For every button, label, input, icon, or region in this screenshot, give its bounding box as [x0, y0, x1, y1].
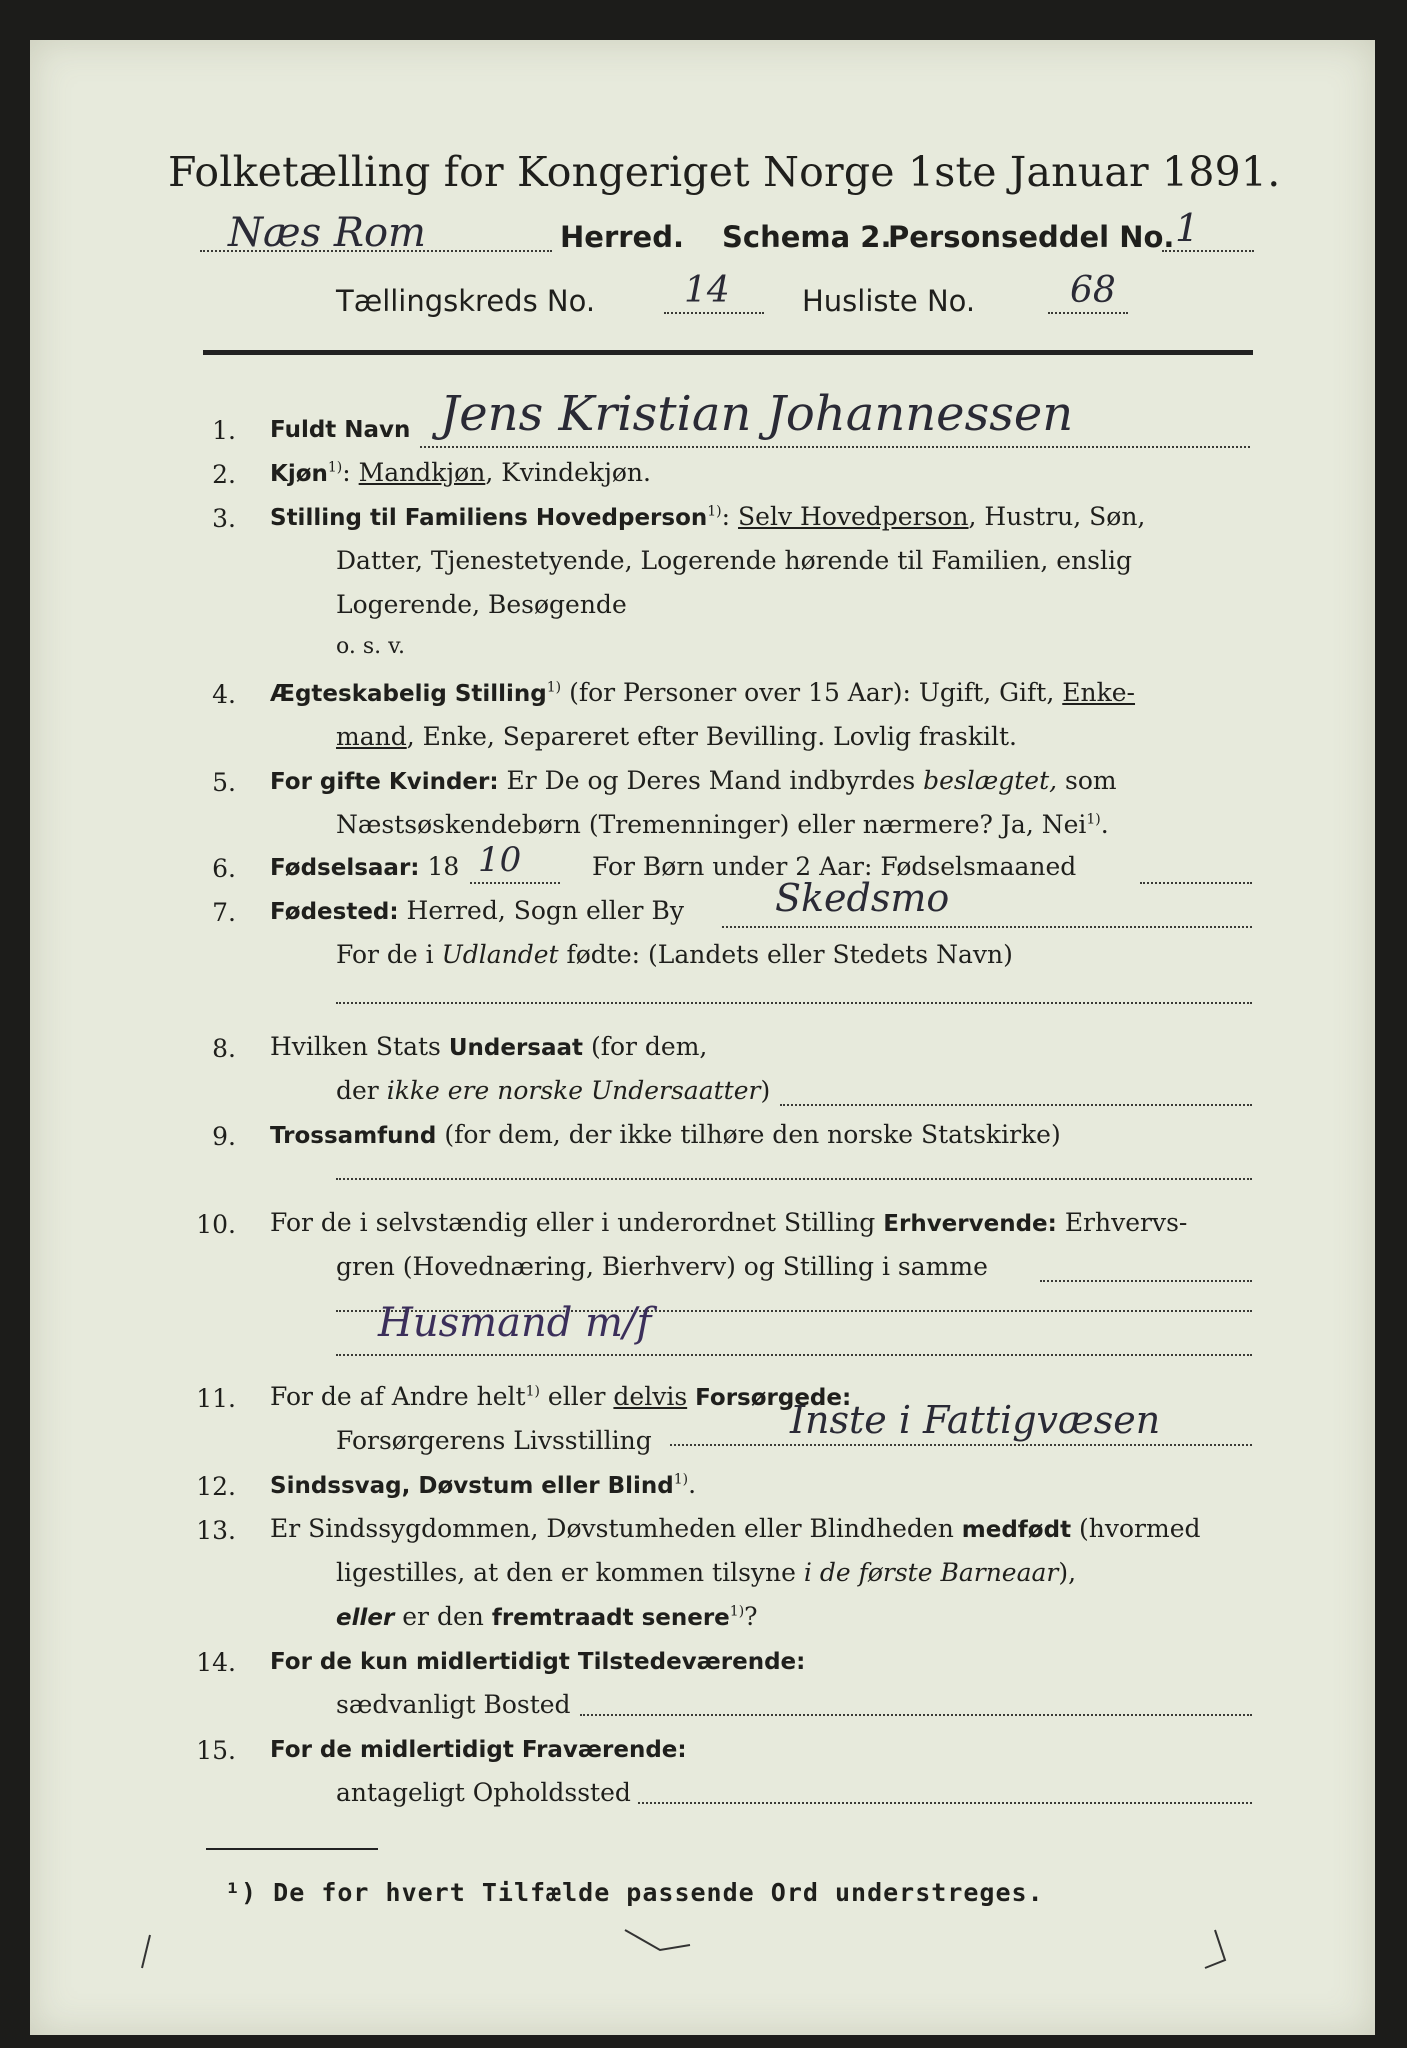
pen-mark-right [1205, 1930, 1225, 1968]
q4-option-enkemand-a: Enke- [1062, 678, 1136, 707]
q2-sup: 1) [327, 459, 343, 476]
q11-line2: Forsørgerens Livsstilling [336, 1426, 652, 1455]
q12-end: . [688, 1470, 697, 1499]
q6-rest: For Børn under 2 Aar: Fødselsmaaned [592, 852, 1077, 881]
q6-value: 10 [478, 840, 522, 880]
q4-number: 4. [212, 680, 236, 709]
q7-value: Skedsmo [775, 876, 950, 920]
q3-line3: Logerende, Besøgende [336, 590, 627, 619]
q8-line1-b: (for dem, [590, 1032, 708, 1061]
q3-label: Stilling til Familiens Hovedperson [270, 505, 708, 531]
q3-colon: : [721, 502, 731, 531]
q12-label: Sindssvag, Døvstum eller Blind [270, 1473, 674, 1499]
q15-label: For de midlertidigt Fraværende: [270, 1737, 687, 1763]
q8-number: 8. [212, 1034, 236, 1063]
q14-number: 14. [196, 1648, 236, 1677]
pen-mark-center [625, 1930, 690, 1950]
herred-label: Herred. [560, 220, 684, 254]
q1-label: Fuldt Navn [270, 417, 411, 443]
q1-number: 1. [212, 416, 236, 445]
kreds-value: 14 [684, 270, 730, 311]
q13-line3-a: eller [336, 1605, 395, 1631]
q2-option-mandkjon: Mandkjøn [358, 458, 486, 487]
q10-label: Erhvervende: [883, 1211, 1057, 1237]
q11-label: Forsørgede: [695, 1385, 852, 1411]
q3-sup: 1) [707, 503, 722, 520]
q10-line1-a: For de i selvstændig eller i underordnet Stilling [270, 1208, 876, 1237]
q13-line1-a: Er Sindssygdommen, Døvstumheden eller Blindheden [270, 1514, 954, 1543]
q13-line2-italic: i de første Barneaar [803, 1558, 1059, 1587]
kreds-label: Tællingskreds No. [336, 284, 596, 318]
q11-sup: 1) [525, 1383, 540, 1400]
personseddel-value: 1 [1175, 206, 1200, 250]
q4-label: Ægteskabelig Stilling [270, 681, 547, 707]
schema-label: Schema 2. [722, 220, 892, 254]
q5-line1-b: som [1065, 766, 1117, 795]
q8-label: Undersaat [448, 1035, 584, 1061]
q13-line2-b: ), [1058, 1558, 1077, 1587]
q2-rest: , Kvindekjøn. [485, 458, 651, 487]
q10-line1-b: Erhvervs- [1064, 1208, 1188, 1237]
q8-line2-b: ) [760, 1076, 771, 1105]
q13-line2-a: ligestilles, at den er kommen tilsyne [336, 1558, 796, 1587]
footnote-sup: ¹) [225, 1878, 258, 1907]
q11-number: 11. [196, 1384, 236, 1413]
q11-line1-a: For de af Andre helt [270, 1382, 526, 1411]
q7-label: Fødested: [270, 899, 399, 925]
q9-number: 9. [212, 1122, 236, 1151]
q7-line2-a: For de i [336, 940, 434, 969]
q15-number: 15. [196, 1736, 236, 1765]
q2-label: Kjøn [270, 461, 328, 487]
q6-prefix: 18 [427, 852, 460, 881]
q8-line1-a: Hvilken Stats [270, 1032, 441, 1061]
q4-line2-rest: , Enke, Separeret efter Bevilling. Lovlig fraskilt. [406, 722, 1017, 751]
q8-line2-a: der [336, 1076, 379, 1105]
q5-line1-a: Er De og Deres Mand indbyrdes [506, 766, 916, 795]
q2-colon: : [342, 458, 351, 487]
q8-line2-italic: ikke ere norske Undersaatter [386, 1076, 761, 1105]
q13-number: 13. [196, 1516, 236, 1545]
q4-line1-rest: (for Personer over 15 Aar): Ugift, Gift, [569, 678, 1055, 707]
pen-mark-left [142, 1935, 150, 1968]
q11-line1-b: eller [547, 1382, 606, 1411]
q5-number: 5. [212, 768, 236, 797]
q10-line2: gren (Hovednæring, Bierhverv) og Stilling i samme [336, 1252, 988, 1281]
q13-line1-c: (hvormed [1079, 1514, 1201, 1543]
q7-line2-italic: Udlandet [441, 940, 559, 969]
q7-line1-rest: Herred, Sogn eller By [406, 896, 684, 925]
q11-value: Inste i Fattigvæsen [790, 1398, 1161, 1442]
q5-line1-italic: beslægtet, [923, 766, 1058, 795]
q14-line2: sædvanligt Bosted [336, 1690, 571, 1719]
q5-sup: 1) [1086, 811, 1101, 828]
q1-value: Jens Kristian Johannessen [440, 386, 1074, 442]
q4-sup: 1) [546, 679, 562, 696]
form-title: Folketælling for Kongeriget Norge 1ste Januar 1891. [168, 148, 1281, 196]
q12-sup: 1) [673, 1471, 689, 1488]
q13-line3-end: ? [744, 1602, 758, 1631]
q9-label: Trossamfund [270, 1123, 437, 1149]
q3-option-selv: Selv Hovedperson [738, 502, 969, 531]
q11-option-delvis: delvis [613, 1382, 688, 1411]
q6-number: 6. [212, 854, 236, 883]
herred-value: Næs Rom [228, 210, 426, 256]
q2-number: 2. [212, 460, 236, 489]
q13-line3-b: er den [402, 1602, 484, 1631]
q3-line1-rest: , Hustru, Søn, [968, 502, 1146, 531]
q5-end: . [1100, 810, 1109, 839]
q13-sup: 1) [729, 1603, 745, 1620]
q10-number: 10. [196, 1210, 236, 1239]
q6-label: Fødselsaar: [270, 855, 420, 881]
husliste-label: Husliste No. [802, 284, 976, 318]
q12-number: 12. [196, 1472, 236, 1501]
q10-value: Husmand m/f [378, 1300, 652, 1346]
q3-number: 3. [212, 504, 236, 533]
footnote-text: De for hvert Tilfælde passende Ord understreges. [273, 1878, 1044, 1907]
q15-line2: antageligt Opholdssted [336, 1778, 631, 1807]
q5-label: For gifte Kvinder: [270, 769, 499, 795]
personseddel-label: Personseddel No. [888, 220, 1175, 254]
q14-label: For de kun midlertidigt Tilstedeværende: [270, 1649, 806, 1675]
husliste-value: 68 [1070, 270, 1116, 311]
q3-line2: Datter, Tjenestetyende, Logerende hørende til Familien, enslig [336, 546, 1133, 575]
q13-label-medfodt: medfødt [961, 1517, 1072, 1543]
q7-line2-b: fødte: (Landets eller Stedets Navn) [566, 940, 1013, 969]
q7-number: 7. [212, 898, 236, 927]
q9-rest: (for dem, der ikke tilhøre den norske Statskirke) [444, 1120, 1061, 1149]
q13-label-senere: fremtraadt senere [491, 1605, 730, 1631]
q4-option-enkemand-b: mand [336, 722, 407, 751]
q3-line4: o. s. v. [336, 634, 405, 659]
q5-line2: Næstsøskendebørn (Tremenninger) eller nærmere? Ja, Nei [336, 810, 1087, 839]
